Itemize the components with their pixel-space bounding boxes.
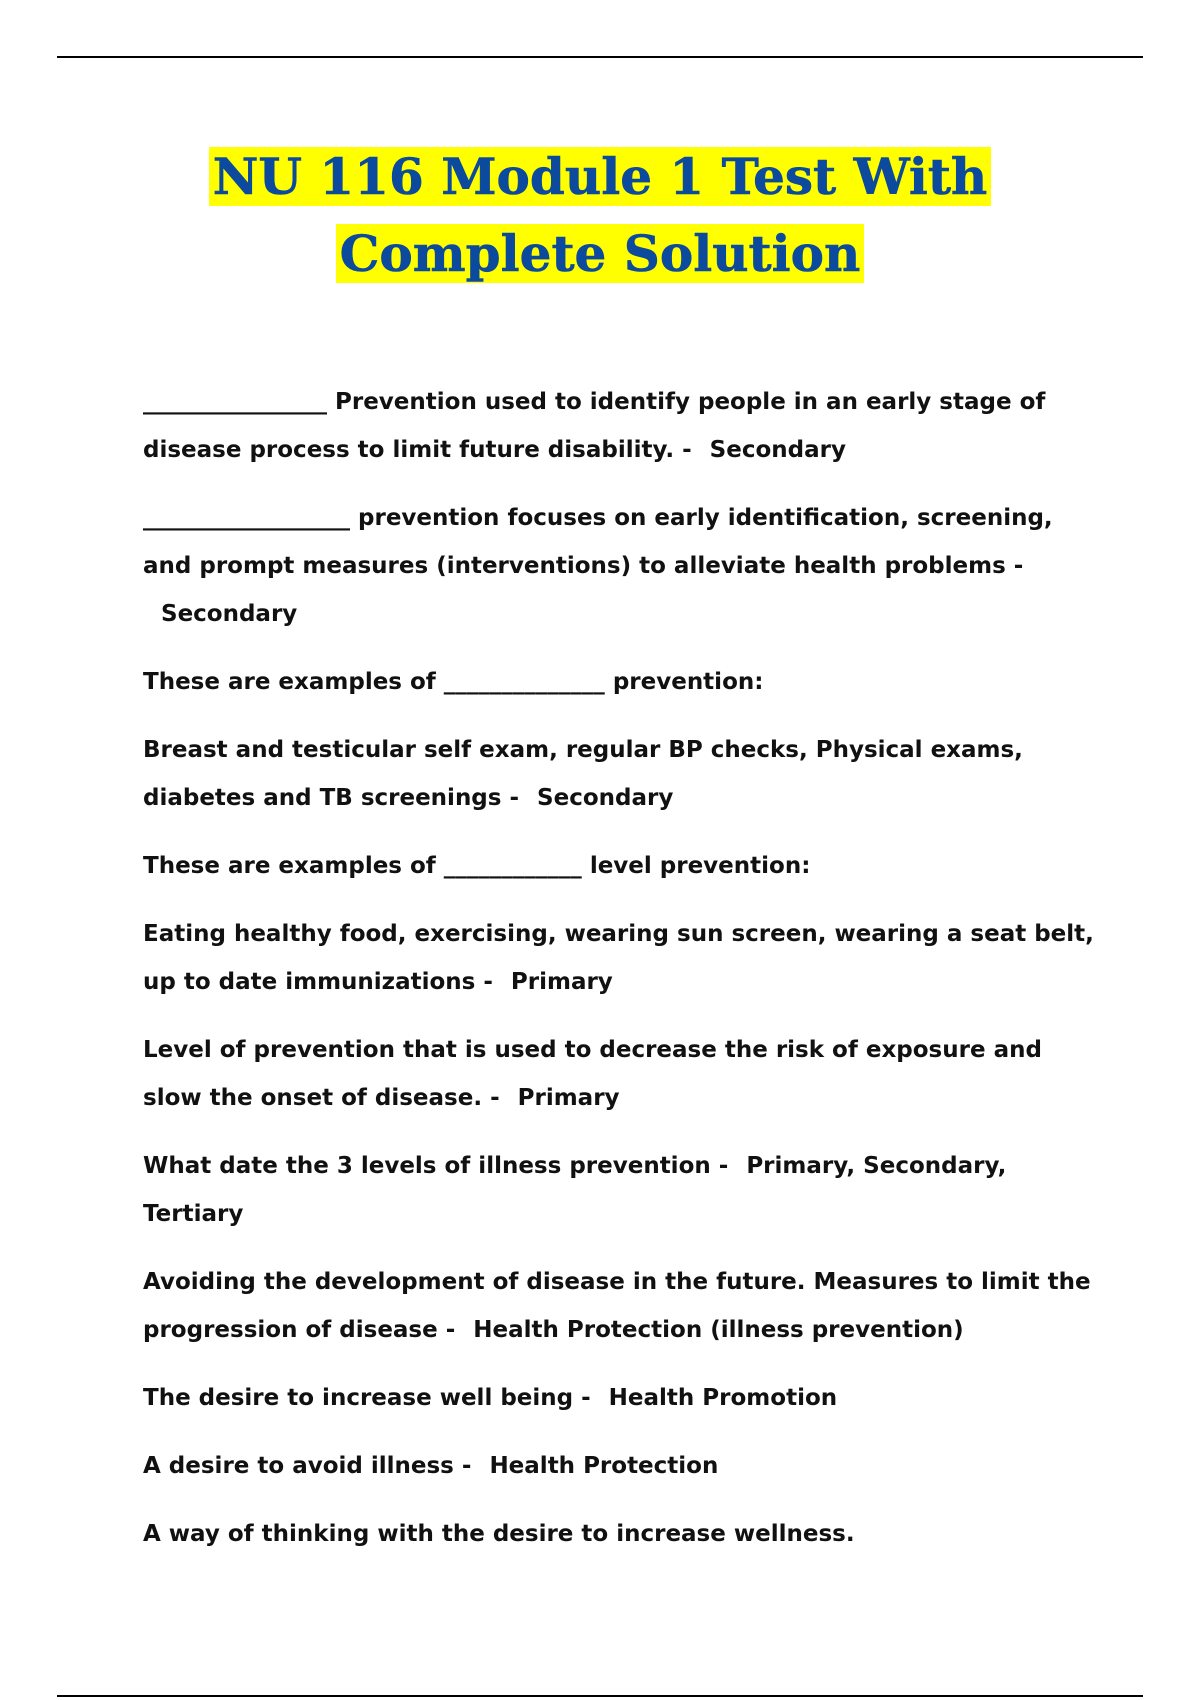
qa-item [143, 1442, 1103, 1490]
qa-answer: Secondary [709, 437, 846, 463]
qa-prompt: __________________ prevention focuses on early identification, screening, and prompt measures (interventions) to alleviate health problems - [143, 505, 1053, 579]
qa-answer: Primary [517, 1085, 620, 1111]
qa-item [143, 378, 1103, 474]
qa-item [143, 910, 1103, 1006]
qa-item [143, 1374, 1103, 1422]
qa-answer: Health Protection [489, 1453, 719, 1479]
qa-item [143, 726, 1103, 822]
qa-prompt: Eating healthy food, exercising, wearing sun screen, wearing a seat belt, up to date immunizations - [143, 921, 1094, 995]
qa-item [143, 842, 1103, 890]
qa-prompt: Breast and testicular self exam, regular BP checks, Physical exams, diabetes and TB screenings - [143, 737, 1023, 811]
qa-answer: Primary [510, 969, 613, 995]
qa-item [143, 494, 1103, 638]
qa-item [143, 1510, 1103, 1558]
qa-prompt: A way of thinking with the desire to increase wellness. [143, 1521, 855, 1547]
qa-item [143, 658, 1103, 706]
title-line-1: NU 116 Module 1 Test With [209, 147, 992, 206]
bottom-rule [57, 1695, 1143, 1697]
qa-item [143, 1026, 1103, 1122]
qa-prompt: A desire to avoid illness - [143, 1453, 472, 1479]
qa-prompt: Level of prevention that is used to decrease the risk of exposure and slow the onset of disease. - [143, 1037, 1042, 1111]
qa-prompt: Avoiding the development of disease in the future. Measures to limit the progression of disease - [143, 1269, 1091, 1343]
qa-prompt: The desire to increase well being - [143, 1385, 591, 1411]
document-title [0, 138, 1200, 292]
qa-answer: Health Protection (illness prevention) [473, 1317, 964, 1343]
qa-answer: Secondary [537, 785, 674, 811]
qa-prompt: ________________ Prevention used to identify people in an early stage of disease process to limit future disability. - [143, 389, 1046, 463]
qa-answer: Health Promotion [608, 1385, 838, 1411]
qa-prompt: These are examples of ____________ level prevention: [143, 853, 811, 879]
qa-prompt: These are examples of ______________ prevention: [143, 669, 764, 695]
qa-prompt: What date the 3 levels of illness prevention - [143, 1153, 729, 1179]
qa-list [143, 378, 1103, 1578]
qa-item [143, 1258, 1103, 1354]
qa-answer: Secondary [161, 601, 298, 627]
qa-answer: Primary, Secondary, Tertiary [143, 1153, 1007, 1227]
title-line-2: Complete Solution [336, 224, 865, 283]
top-rule [57, 56, 1143, 58]
qa-item [143, 1142, 1103, 1238]
